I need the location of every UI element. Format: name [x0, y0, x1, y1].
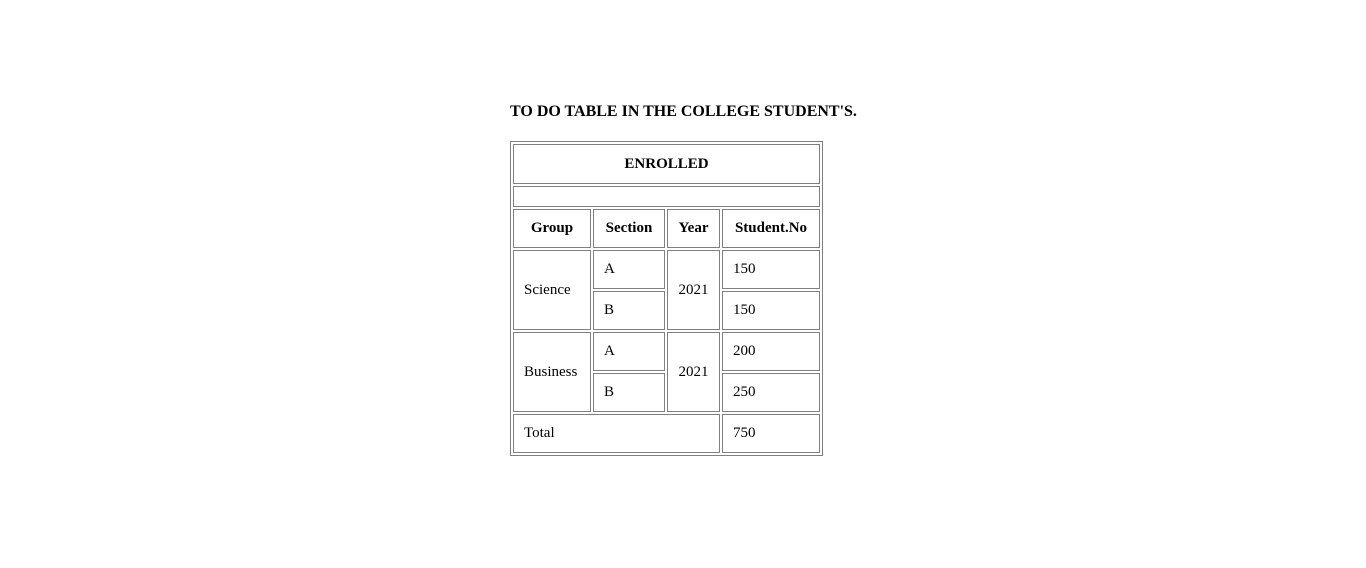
section-cell: A — [593, 332, 665, 371]
student-count-cell: 150 — [722, 250, 820, 289]
year-cell: 2021 — [667, 332, 720, 412]
header-student-no: Student.No — [722, 209, 820, 248]
empty-row — [513, 186, 820, 207]
table-row — [513, 250, 820, 289]
enrollment-table — [510, 141, 823, 456]
year-cell: 2021 — [667, 250, 720, 330]
section-cell: A — [593, 250, 665, 289]
section-cell: B — [593, 291, 665, 330]
group-cell-business: Business — [513, 332, 591, 412]
student-count-cell: 200 — [722, 332, 820, 371]
table-caption: ENROLLED — [513, 144, 820, 184]
total-row — [513, 414, 820, 453]
section-cell: B — [593, 373, 665, 412]
total-value: 750 — [722, 414, 820, 453]
page-title: TO DO TABLE IN THE COLLEGE STUDENT'S. — [510, 103, 857, 120]
header-section: Section — [593, 209, 665, 248]
table-row — [513, 332, 820, 371]
total-label: Total — [513, 414, 720, 453]
header-year: Year — [667, 209, 720, 248]
header-group: Group — [513, 209, 591, 248]
group-cell-science: Science — [513, 250, 591, 330]
caption-row — [513, 144, 820, 184]
student-count-cell: 250 — [722, 373, 820, 412]
header-row — [513, 209, 820, 248]
empty-cell — [513, 186, 820, 207]
student-count-cell: 150 — [722, 291, 820, 330]
